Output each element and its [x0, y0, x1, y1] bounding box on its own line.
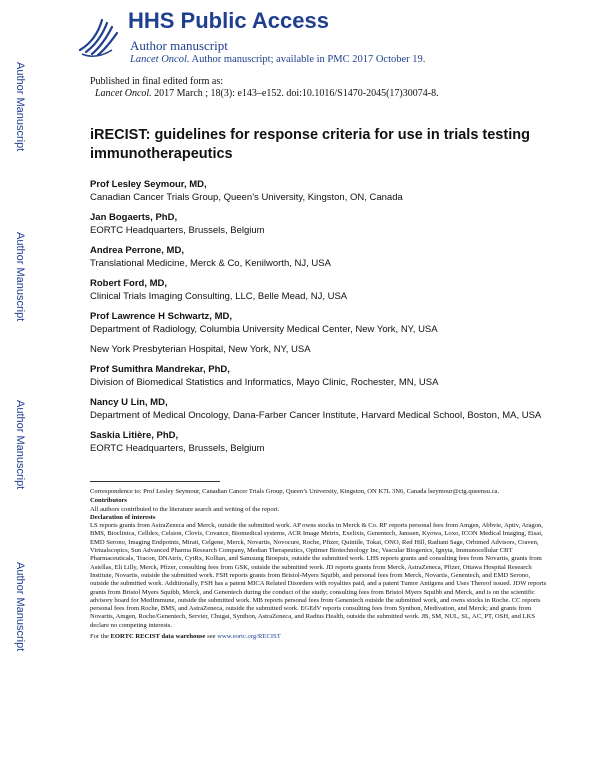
- author-affiliation: New York Presbyterian Hospital, New York, NY, USA: [90, 344, 311, 355]
- citation-journal: Lancet Oncol.: [95, 88, 152, 99]
- author-affiliation: Division of Biomedical Statistics and Informatics, Mayo Clinic, Rochester, MN, USA: [90, 377, 439, 388]
- warehouse-name: EORTC RECIST data warehouse: [110, 633, 206, 641]
- hhs-header: [72, 8, 572, 68]
- warehouse-link[interactable]: www.eortc.org/RECIST: [217, 633, 281, 641]
- hhs-title: HHS Public Access: [128, 8, 329, 33]
- sidebar-label: Author Manuscript: [14, 400, 26, 490]
- author-name: Saskia Litière, PhD,: [90, 430, 179, 441]
- sidebar-label: Author Manuscript: [14, 62, 26, 152]
- published-label: Published in final edited form as:: [90, 76, 224, 87]
- author-entry: [90, 211, 560, 237]
- hhs-eagle-logo-icon: [72, 10, 124, 62]
- contributors-heading: Contributors: [90, 497, 127, 505]
- footnote-divider: [90, 481, 220, 482]
- author-manuscript-sidebar: [0, 0, 38, 776]
- author-entry: [90, 343, 560, 356]
- author-affiliation: Canadian Cancer Trials Group, Queen’s University, Kingston, ON, Canada: [90, 192, 403, 203]
- journal-name: Lancet Oncol.: [130, 54, 190, 65]
- warehouse-see: see: [205, 633, 218, 641]
- author-name: Prof Lawrence H Schwartz, MD,: [90, 311, 233, 322]
- data-warehouse-note: [90, 633, 550, 641]
- sidebar-label: Author Manuscript: [14, 232, 26, 322]
- article-title: iRECIST: guidelines for response criteria for use in trials testing immunotherapeutics: [90, 127, 530, 162]
- author-name: Nancy U Lin, MD,: [90, 397, 168, 408]
- author-entry: [90, 363, 560, 389]
- author-affiliation: Department of Medical Oncology, Dana-Farber Cancer Institute, Harvard Medical School, Boston, MA, USA: [90, 410, 542, 421]
- author-entry: [90, 396, 560, 422]
- publication-info: [90, 76, 439, 100]
- correspondence-note: Correspondence to: Prof Lesley Seymour, Canadian Cancer Trials Group, Queen’s University, Kingston, ON K7L 3N6, Canada lseymour@ctg.queensu.ca.: [90, 488, 500, 495]
- author-affiliation: Clinical Trials Imaging Consulting, LLC, Belle Mead, NJ, USA: [90, 291, 348, 302]
- warehouse-prefix: For the: [90, 633, 111, 641]
- author-affiliation: Department of Radiology, Columbia University Medical Center, New York, NY, USA: [90, 324, 438, 335]
- availability-text: Author manuscript; available in PMC 2017 October 19.: [189, 54, 426, 65]
- author-affiliation: EORTC Headquarters, Brussels, Belgium: [90, 443, 265, 454]
- author-name: Prof Sumithra Mandrekar, PhD,: [90, 364, 230, 375]
- author-affiliation: Translational Medicine, Merck & Co, Kenilworth, NJ, USA: [90, 258, 331, 269]
- author-entry: [90, 178, 560, 204]
- author-name: Robert Ford, MD,: [90, 278, 168, 289]
- citation-line: [90, 88, 439, 100]
- author-name: Prof Lesley Seymour, MD,: [90, 179, 207, 190]
- footnotes: [90, 488, 550, 641]
- author-name: Andrea Perrone, MD,: [90, 245, 184, 256]
- author-entry: [90, 429, 560, 455]
- author-affiliation: EORTC Headquarters, Brussels, Belgium: [90, 225, 265, 236]
- author-entry: [90, 310, 560, 336]
- contributors-text: All authors contributed to the literature search and writing of the report.: [90, 505, 280, 513]
- author-entry: [90, 277, 560, 303]
- interests-heading: Declaration of interests: [90, 513, 156, 521]
- sidebar-label: Author Manuscript: [14, 562, 26, 652]
- interests-text: LS reports grants from AstraZeneca and Merck, outside the submitted work. AP owns stocks in Merck & Co. RF reports personal fees from Amgen, Abbvie, Aptiv, Aragon, BMS, Bioclinica, Celldex, Celsion, Clovis, Covance, Biomedical systems, ACR Image Metrix, Exelixis, Genentech, Janssen, Kyowa, Loxo, ICON Medical Imaging, Eisai, EMD Serono, Imaging Endpoints, Mirati, Celgene, Merck, Novartis, Novocure, Roche, Pfizer, Quintile, Tokai, ONO, Red Hill, Radiant Sage, Orbimed Advisors, Craven, Virtualscopics, Sun Advanced Pharma Research Company, Median Therapeutics, Optimer Biotechnology Inc, Vascular Biogenics, Ignyta, Immunocellular CBT Pharmaceuticals, Tracon, DNAtrix, CytRx, Kolltan, and Samsung Bioepsis, outside the submitted work. LHS reports grants and consulting fees from Novartis, grants from Astellas, Eli Lilly, Merck, Pfizer, consulting fees from GSK, outside the submitted work. JD reports grants from Merck, AstraZeneca, Pfizer, Ottawa Hospital Research Institute, Novartis, outside the submitted work. FSH reports grants from Bristol-Myers Squibb, and personal fees from Merck, Novartis, Genentech, and EMD Serono, outside the submitted work. Additionally, FSH has a patent MICA Related Disorders with royalties paid, and a patent Tumor Antigens and Uses Thereof issued. JDW reports grants from Bristol Myers Squibb, Merck, and Genentech during the conduct of the study; consulting fees from Bristol Myers Squibb and Merck, and is on the scientific advisory board for MedImmune, outside the submitted work. MB reports personal fees from Genentech outside the submitted work, and owns stocks in Roche. CC reports personal fees from Roche, BMS, and AstraZeneca, outside the submitted work. EGEdV reports consulting fees from Synthon, Medivation, and Merck; and grants from Novartis, Amgen, Roche/Genentech, Servier, Chugai, Synthon, AstraZeneca, and Radius Health, outside the submitted work. JB, SM, NUL, SL, AC, PT, OSH, and LKS declare no competing interests.: [90, 522, 547, 629]
- author-name: Jan Bogaerts, PhD,: [90, 212, 178, 223]
- author-entry: [90, 244, 560, 270]
- citation-text: 2017 March ; 18(3): e143–e152. doi:10.1016/S1470-2045(17)30074-8.: [151, 88, 439, 99]
- author-list: [90, 178, 560, 462]
- manuscript-type: Author manuscript: [130, 38, 228, 53]
- availability-line: [130, 54, 425, 65]
